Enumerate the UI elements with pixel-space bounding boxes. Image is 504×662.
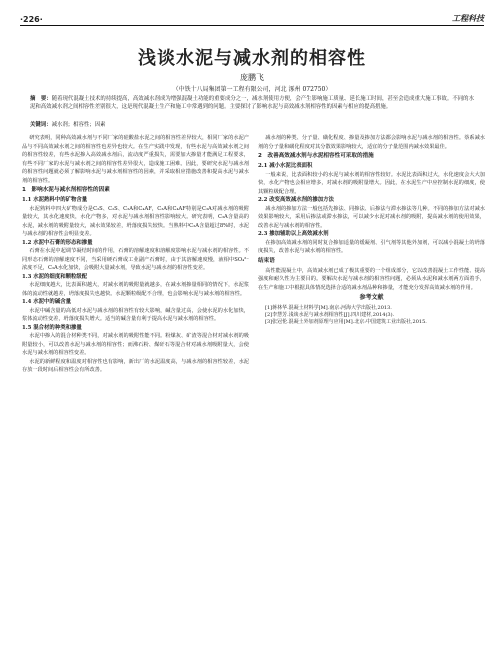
- header-rule: [20, 25, 484, 26]
- section-heading: 1.2 水泥中石膏的形态和掺量: [22, 239, 93, 246]
- section-heading: 1 影响水泥与减水剂相容性的因素: [22, 187, 110, 193]
- abstract: [30, 96, 474, 111]
- author-affiliation: （中铁十八局集团第一工程有限公司，河北 涿州 072750）: [172, 86, 332, 93]
- abstract-text: 随着现代混凝土技术的持续提高，高效减水剂成为增强混凝土功能的重要成分之一，减水剂使用方便，会产生影响施工质量、延长施工时间，甚至会造成重大施工事故。不同的水泥和高效减水剂之间相容性差别很大，这是现代混凝土生产和施工中常遇到的问题。主要探讨了影响水泥与高效减水剂相容性的因素与相应的提高措施。: [30, 96, 474, 110]
- body-paragraph: 水泥熟料中四大矿物成分是C₃S、C₂S、C₃A和C₄AF，C₃A和C₄AF特别是C₃A对减水剂的吸附量较大，其水化速度快，水化产物多，对水泥与减水剂相容性影响较大。研究表明，C₃A含量高的水泥，减水剂的吸附量较大，减水效果较差，坍落度损失较快。当熟料中C₃A含量超过8%时，水泥与减水剂的相容性会明显变差。: [22, 205, 249, 237]
- section-heading: 2.1 减小水泥比表面积: [258, 163, 313, 169]
- body-paragraph: 减水剂的掺加方法一般包括先掺法、同掺法、后掺法与滞水掺法等几种。不同的掺加方法对减水效果影响较大，采用后掺法或滞水掺法，可以减少水泥对减水剂的吸附，提高减水剂的使用效果，改善水泥与减水剂的相容性。: [258, 205, 485, 229]
- body-paragraph: 减水剂的种类、分子量、磺化程度、掺量及掺加方法都会影响水泥与减水剂的相容性。萘系减水剂的分子量和磺化程度对其分散效果影响较大，适宜的分子量范围内减水效果最佳。: [258, 135, 485, 150]
- reference-item: [1]蒋林华.混凝土材料学[M].南京:河海大学出版社,2013.: [265, 304, 392, 311]
- right-column-body: [258, 134, 485, 292]
- body-paragraph: 石膏在水泥中起调节凝结时间的作用，石膏的溶解速度和溶解度影响水泥与减水剂的相容性。不同形态石膏的溶解速度不同，当采用硬石膏或工业副产石膏时，由于其溶解速度慢，液相中SO₄²⁻浓度不足，C₃A水化加快，会吸附大量减水剂，导致水泥与减水剂的相容性变差。: [22, 248, 249, 271]
- reference-item: [2]李慧芳.浅谈水泥与减水剂相容性[J].四川建材,2014(3).: [265, 311, 395, 318]
- journal-name: 工程科技: [452, 14, 484, 23]
- author-name: 庞鹏飞: [240, 73, 264, 82]
- section-heading: 1.5 混合材的种类和掺量: [22, 324, 82, 331]
- body-paragraph: 水泥的新鲜程度和温度对相容性也有影响，新出厂的水泥温度高，与减水剂的相容性较差，水泥存放一段时间后相容性会有所改善。: [22, 358, 249, 373]
- section-heading: 1.1 水泥熟料中的矿物含量: [22, 197, 88, 203]
- body-paragraph: 水泥中掺入的混合材种类不同，对减水剂的吸附性能不同。粉煤灰、矿渣等混合材对减水剂的吸附量较小，可以改善水泥与减水剂的相容性；而沸石粉、煤矸石等混合材对减水剂吸附量大，会使水泥与减水剂的相容性变差。: [22, 333, 249, 356]
- body-paragraph: 一般来说，比表面积较小的水泥与减水剂的相容性较好。水泥比表面积过大，水化速度会大大加快，水化产物也会相应增多，对减水剂的吸附量增大。因此，在水泥生产中应控制水泥的细度，使其颗粒级配合理。: [258, 171, 485, 195]
- page-header: [20, 8, 484, 24]
- keywords: [30, 120, 474, 128]
- section-heading: 1.4 水泥中的碱含量: [22, 299, 71, 305]
- keywords-text: 减水剂；相容性；因素: [51, 122, 106, 128]
- right-column: [258, 134, 485, 654]
- body-paragraph: 水泥细度越大，比表面积越大，对减水剂的吸附量就越多，在减水剂掺量相同的情况下，水泥浆体的流动性就越差，坍落度损失也越快。水泥颗粒级配不合理，也会影响水泥与减水剂的相容性。: [22, 282, 249, 297]
- section-heading: 2.3 掺加辅助以上高效减水剂: [258, 231, 329, 237]
- body-paragraph: 水泥中碱含量的高低对水泥与减水剂的相容性有较大影响，碱含量过高，会使水泥的水化加快，浆体流动性变差，坍落度损失增大。适当的碱含量有利于提高水泥与减水剂的相容性。: [22, 307, 249, 322]
- body-paragraph: 高性能混凝土中，高效减水剂已成了极其重要的一个组成部分，它以改善混凝土工作性能、提高强度和耐久性为主要目的。要解决水泥与减水剂的相容性问题，必须从水泥和减水剂两方面着手，在生产和施工中根据具体情况选择合适的减水剂品种和掺量，才能充分发挥高效减水剂的作用。: [258, 267, 485, 291]
- left-column: [22, 134, 249, 654]
- keywords-label: 关键词：: [30, 122, 52, 128]
- references-list: [258, 305, 485, 327]
- page-number: ·226·: [20, 15, 43, 24]
- section-heading: 结束语: [258, 257, 275, 264]
- body-paragraph: 在掺加高效减水剂的同时复合掺加适量的缓凝剂、引气剂等其他外加剂，可以减小混凝土的坍落度损失，改善水泥与减水剂的相容性。: [258, 239, 485, 254]
- body-paragraph: 研究表明，同种高效减水剂与不同厂家的硅酸盐水泥之间的相容性差异较大，相同厂家的水泥产品与不同高效减水剂之间的相容性也差异也较大。在生产实践中发现，有些水泥与高效减水剂之间的相容性较差，有些水泥掺入高效减水剂后，流动度严重损失，需要加大掺量才能满足工程要求，有些不同厂家的水泥与减水剂之间的相容性差异很大，造成施工困难。因此，要研究水泥与减水剂的相容性问题就必须了解影响水泥与减水剂相容性的因素，并采取相应措施改善和提高水泥与减水剂的相容性。: [22, 135, 249, 184]
- abstract-label: 摘 要：: [30, 96, 52, 102]
- references-heading: 参考文献: [359, 294, 384, 301]
- section-heading: 2.2 改变高效减水剂的掺加方法: [258, 197, 334, 203]
- reference-item: [3]张冠伦.混凝土外加剂原理与应用[M].北京:中国建筑工业出版社,2015.: [265, 318, 427, 325]
- section-heading: 1.3 水泥的细度和颗粒级配: [22, 273, 88, 280]
- article-title: 浅谈水泥与减水剂的相容性: [138, 48, 366, 69]
- section-heading: 2 改善高效减水剂与水泥相容性可采取的措施: [258, 153, 374, 159]
